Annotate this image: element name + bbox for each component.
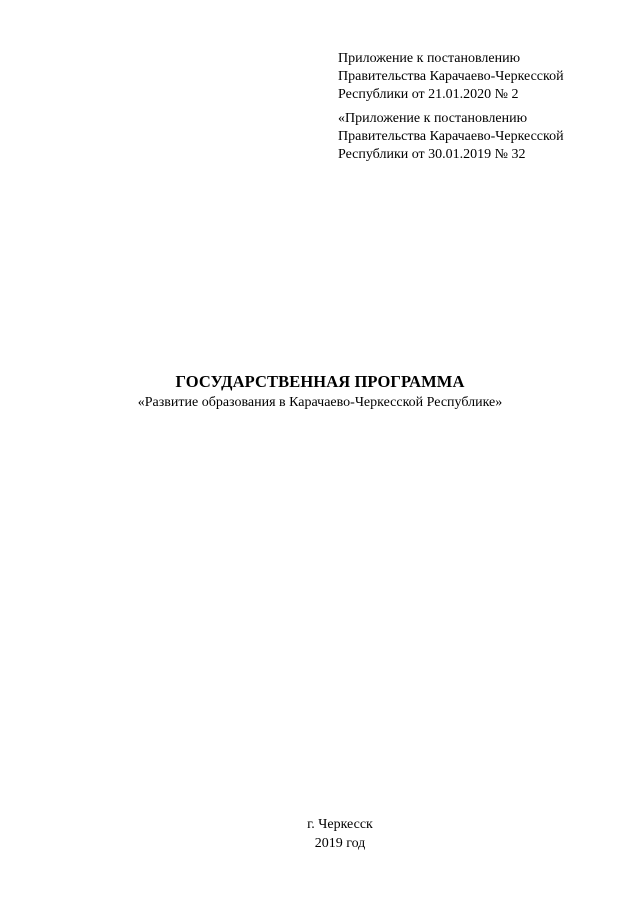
appendix-line: Правительства Карачаево-Черкесской bbox=[338, 69, 564, 84]
appendix-line: Республики от 21.01.2020 № 2 bbox=[338, 87, 519, 102]
title-block bbox=[0, 372, 640, 412]
appendix-line: «Приложение к постановлению bbox=[338, 111, 528, 126]
document-title: ГОСУДАРСТВЕННАЯ ПРОГРАММА bbox=[175, 372, 465, 391]
document-subtitle: «Развитие образования в Карачаево-Черкесской Республике» bbox=[137, 395, 503, 410]
appendix-line: Правительства Карачаево-Черкесской bbox=[338, 129, 564, 144]
footer-city: г. Черкесск bbox=[307, 817, 373, 832]
appendix-line: Приложение к постановлению bbox=[338, 51, 521, 66]
appendix-note-current bbox=[338, 50, 628, 104]
appendix-note-original bbox=[338, 110, 628, 164]
footer-year: 2019 год bbox=[314, 836, 366, 851]
footer bbox=[0, 815, 640, 853]
appendix-line: Республики от 30.01.2019 № 32 bbox=[338, 147, 526, 162]
